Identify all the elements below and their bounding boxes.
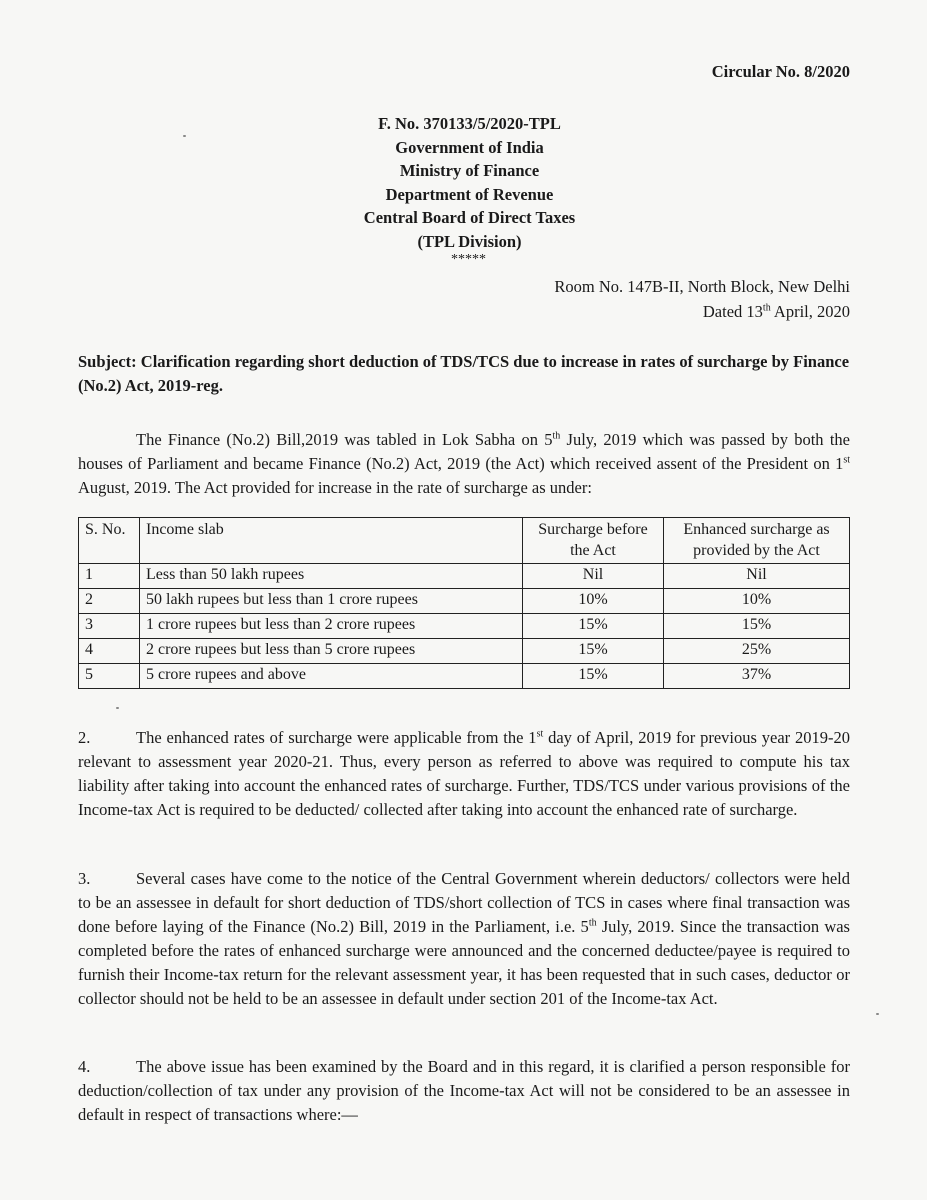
para2-text-a: The enhanced rates of surcharge were applicable from the 1 — [136, 728, 537, 747]
division-name: (TPL Division) — [417, 231, 522, 251]
department-name: Department of Revenue — [385, 184, 554, 204]
para1-text-c: August, 2019. The Act provided for increase in the rate of surcharge as under: — [78, 478, 592, 497]
government-name: Government of India — [395, 137, 544, 157]
cell-before: 15% — [523, 639, 664, 664]
cell-before: Nil — [523, 564, 664, 589]
para1-text-b: July, 2019 which was passed by both the houses of Parliament and became Finance (No.2) Act, 2019 (the Act) which received assent of the President on 1 — [78, 430, 850, 473]
para4-number: 4. — [78, 1057, 91, 1076]
cell-before: 10% — [523, 589, 664, 614]
cell-slab: 5 crore rupees and above — [140, 664, 523, 689]
date-prefix: Dated 13 — [702, 302, 763, 321]
para4-text: The above issue has been examined by the Board and in this regard, it is clarified a person responsible for deduction/collection of tax under any provision of the Income-tax Act will not be considered to be an assessee in default in respect of transactions where:— — [78, 1057, 850, 1124]
table-row — [79, 664, 850, 689]
para2-number: 2. — [78, 728, 91, 747]
cell-sno: 1 — [79, 564, 140, 589]
para3-number: 3. — [78, 869, 91, 888]
para3-text-b: July, 2019. Since the transaction was completed before the rates of enhanced surcharge were announced and the concerned deductee/payee is required to furnish their Income-tax return for the relevant assessment year, it has been requested that in such cases, deductor or collector should not be held to be an assessee in default under section 201 of the Income-tax Act. — [78, 917, 850, 1008]
cell-slab: 1 crore rupees but less than 2 crore rupees — [140, 614, 523, 639]
cell-after: Nil — [664, 564, 850, 589]
cell-sno: 3 — [79, 614, 140, 639]
scan-speck — [116, 707, 119, 709]
cell-sno: 2 — [79, 589, 140, 614]
scan-speck — [183, 135, 186, 137]
cell-before: 15% — [523, 664, 664, 689]
cell-after: 37% — [664, 664, 850, 689]
para1-sup-2: st — [843, 454, 850, 466]
scan-speck — [876, 1013, 879, 1015]
date-line — [554, 299, 850, 324]
table-row — [79, 639, 850, 664]
cell-before: 15% — [523, 614, 664, 639]
para1-text-a: The Finance (No.2) Bill,2019 was tabled in Lok Sabha on 5 — [136, 430, 553, 449]
circular-number: Circular No. 8/2020 — [711, 62, 850, 81]
para3-text-a: Several cases have come to the notice of the Central Government wherein deductors/ collectors were held to be an assessee in default for short deduction of TDS/short collection of TCS in cases where final transaction was done before laying of the Finance (No.2) Bill, 2019 in the Parliament, i.e. 5 — [78, 869, 850, 936]
letterhead — [0, 112, 927, 267]
paragraph-1 — [78, 428, 850, 500]
header-income-slab: Income slab — [140, 518, 523, 564]
para2-text-b: day of April, 2019 for previous year 2019-20 relevant to assessment year 2020-21. Thus, every person as referred to above was required to compute his tax liability after taking into account the enhanced rates of surcharge. Further, TDS/TCS under various provisions of the Income-tax Act is required to be deducted/ collected after taking into account the enhanced rate of surcharge. — [78, 728, 851, 819]
date-superscript: th — [762, 302, 771, 314]
surcharge-table — [78, 517, 850, 689]
table-row — [79, 614, 850, 639]
para2-sup: st — [536, 728, 544, 740]
table-row — [79, 589, 850, 614]
table-row — [79, 564, 850, 589]
cell-sno: 4 — [79, 639, 140, 664]
date-suffix: April, 2020 — [770, 302, 850, 321]
header-sno: S. No. — [79, 518, 140, 564]
paragraph-2 — [78, 726, 850, 822]
paragraph-3 — [78, 867, 850, 1011]
para1-sup-1: th — [552, 430, 561, 442]
cell-after: 10% — [664, 589, 850, 614]
header-surcharge-before: Surcharge before the Act — [523, 518, 664, 564]
separator-stars: ***** — [451, 252, 486, 267]
cell-after: 15% — [664, 614, 850, 639]
ministry-name: Ministry of Finance — [399, 161, 540, 180]
office-address: Room No. 147B-II, North Block, New Delhi — [554, 277, 850, 296]
file-number: F. No. 370133/5/2020-TPL — [378, 114, 561, 133]
para3-sup: th — [588, 917, 597, 929]
paragraph-4 — [78, 1055, 850, 1127]
board-name: Central Board of Direct Taxes — [363, 208, 576, 227]
table-header-row — [79, 518, 850, 564]
cell-slab: Less than 50 lakh rupees — [140, 564, 523, 589]
cell-sno: 5 — [79, 664, 140, 689]
header-surcharge-after: Enhanced surcharge as provided by the Act — [664, 518, 850, 564]
address-block — [554, 274, 850, 324]
cell-after: 25% — [664, 639, 850, 664]
cell-slab: 2 crore rupees but less than 5 crore rupees — [140, 639, 523, 664]
cell-slab: 50 lakh rupees but less than 1 crore rupees — [140, 589, 523, 614]
subject-line: Subject: Clarification regarding short deduction of TDS/TCS due to increase in rates of surcharge by Finance (No.2) Act, 2019-reg. — [78, 352, 850, 395]
